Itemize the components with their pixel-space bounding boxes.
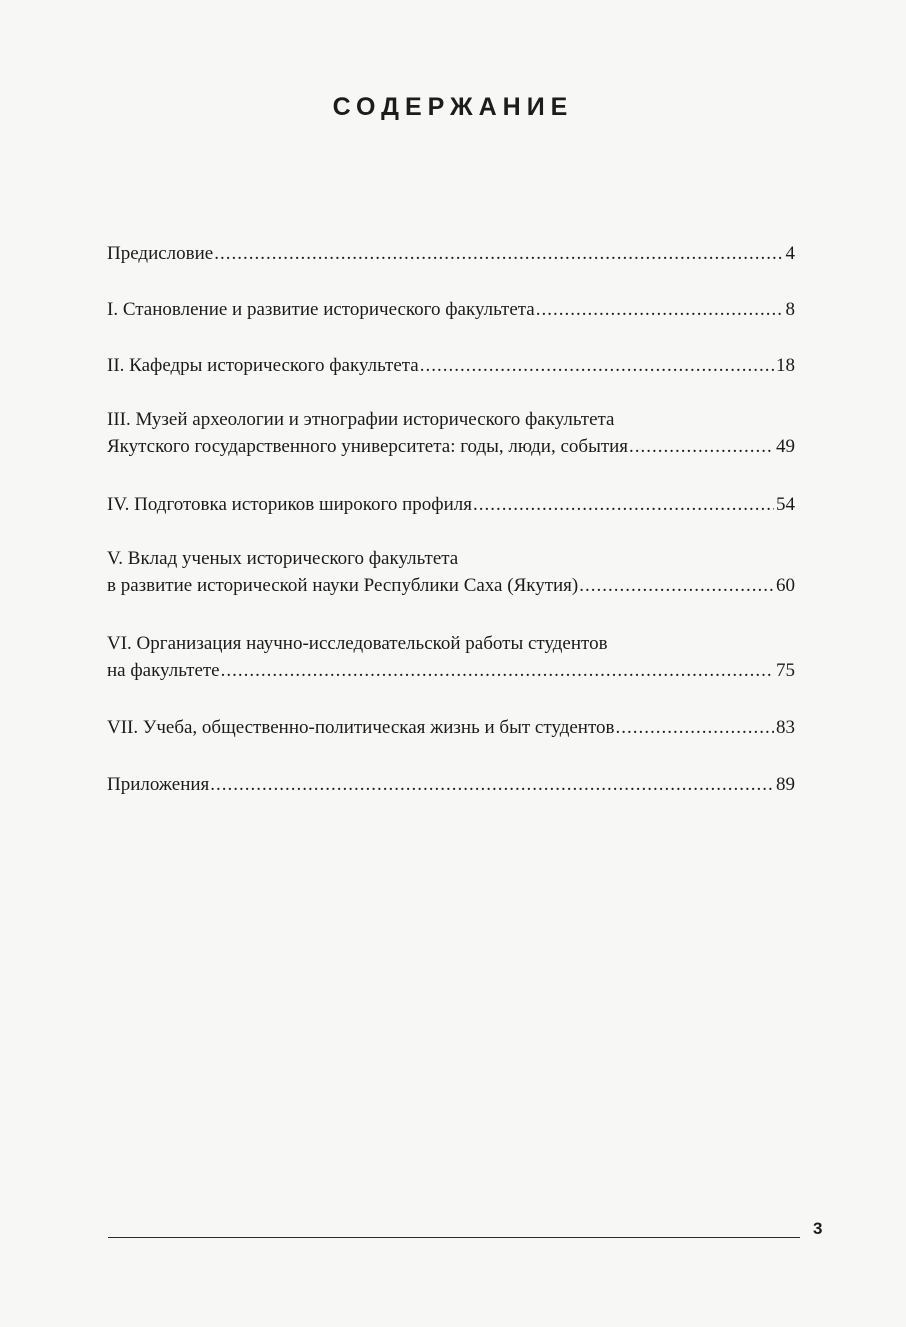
page-title: СОДЕРЖАНИЕ [332,93,574,121]
dot-leader [420,352,774,379]
toc-entry-chapter-4 [107,491,795,518]
toc-entry-chapter-6 [107,630,795,684]
toc-entry-title-line: VI. Организация научно-исследовательской работы студентов [107,633,608,654]
toc-entry-title: IV. Подготовка историков широкого профиля [107,494,472,515]
toc-entry-title: Предисловие [107,243,214,264]
toc-page-number: 89 [776,774,795,795]
dot-leader [615,714,774,741]
dot-leader [579,572,774,599]
dot-leader [214,240,783,267]
toc-entry-title: II. Кафедры исторического факультета [107,355,419,376]
toc-page-number: 8 [785,299,795,320]
toc-page-number: 54 [776,494,795,515]
toc-entry-appendices [107,771,795,798]
dot-leader [210,771,774,798]
toc-entry-title-line: в развитие исторической науки Республики Саха (Якутия) [107,575,579,596]
toc-entry-title: I. Становление и развитие исторического факультета [107,299,535,320]
toc-entry-title: Приложения [107,774,210,795]
toc-page-number: 49 [776,436,795,457]
toc-entry-chapter-7 [107,714,795,741]
toc-page-number: 60 [776,575,795,596]
toc-entry-title-line: V. Вклад ученых исторического факультета [107,548,459,569]
toc-entry-chapter-1 [107,296,795,323]
toc-entry-title-line: III. Музей археологии и этнографии исторического факультета [107,409,615,430]
dot-leader [473,491,774,518]
toc-entry-title-line: на факультете [107,660,220,681]
toc-entry-title: VII. Учеба, общественно-политическая жизнь и быт студентов [107,717,615,738]
toc-entry-title-line: Якутского государственного университета: годы, люди, события [107,436,629,457]
toc-page-number: 4 [785,243,795,264]
toc-entry-chapter-2 [107,352,795,379]
footer-rule [108,1237,800,1238]
toc-entry-chapter-3 [107,406,795,460]
page-number: 3 [813,1219,823,1238]
dot-leader [536,296,784,323]
toc-page-number: 83 [776,717,795,738]
dot-leader [221,657,774,684]
toc-page-number: 18 [776,355,795,376]
toc-page-number: 75 [776,660,795,681]
toc-entry-chapter-5 [107,545,795,599]
dot-leader [629,433,774,460]
toc-entry-preface [107,240,795,267]
